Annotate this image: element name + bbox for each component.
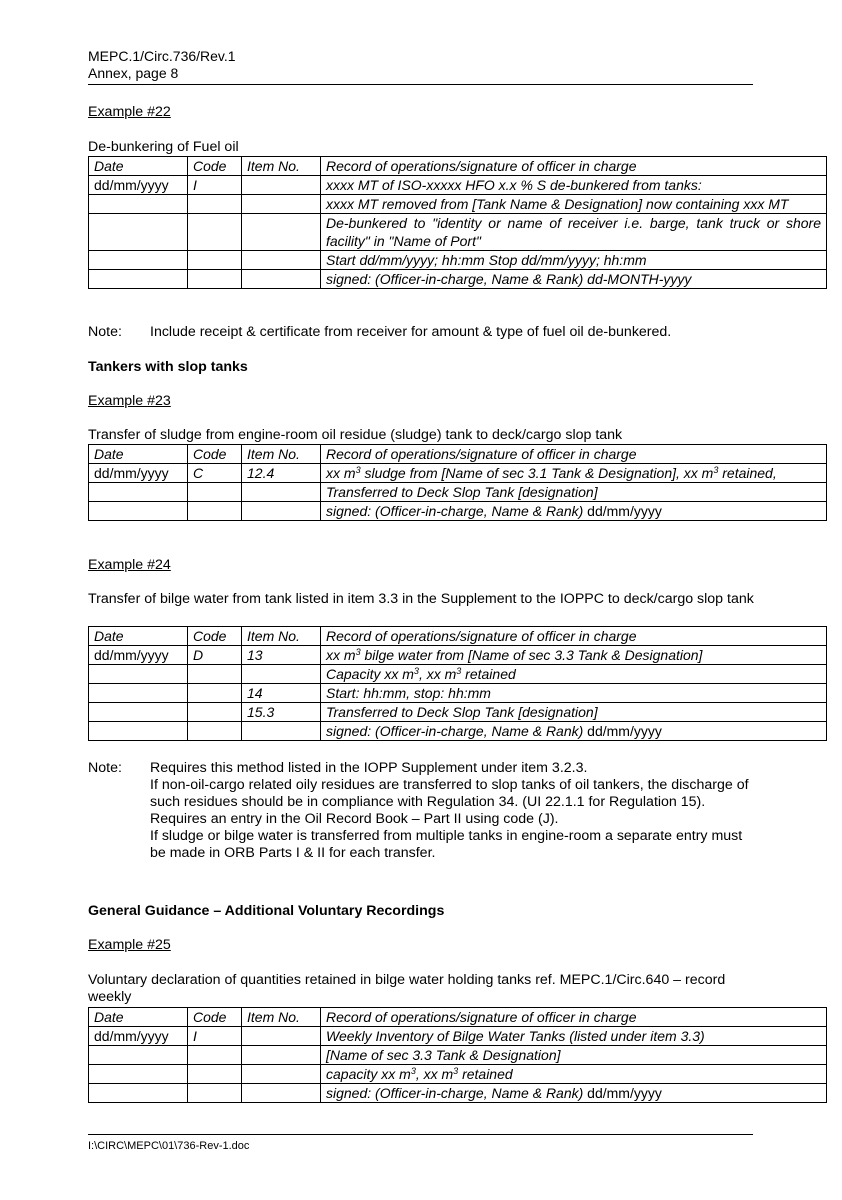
cell-record [321, 464, 827, 483]
cell-code: D [188, 646, 242, 665]
cell-record: Transferred to Deck Slop Tank [designation] [321, 703, 827, 722]
cell-code [188, 270, 242, 289]
empty-cell [242, 1046, 321, 1065]
table-row [89, 722, 827, 741]
empty-cell [89, 703, 188, 722]
text-part: signed: (Officer-in-charge, Name & Rank) [326, 723, 584, 739]
text-part: Capacity xx m [326, 666, 414, 682]
text-part: xx m [326, 647, 356, 663]
table-header-row [89, 627, 827, 646]
cell-record [321, 1084, 827, 1103]
text-part: sludge from [Name of sec 3.1 Tank & Designation], [360, 465, 684, 481]
table-row [89, 270, 827, 289]
empty-cell [89, 684, 188, 703]
table-row [89, 1065, 827, 1084]
header-record: Record of operations/signature of officer in charge [321, 157, 827, 176]
cell-item: 15.3 [242, 703, 321, 722]
cell-record: Transferred to Deck Slop Tank [designation] [321, 483, 827, 502]
empty-cell [188, 665, 242, 684]
text-part: capacity xx m [326, 1066, 411, 1082]
text-part: xx m [326, 465, 356, 481]
example-24-table [88, 626, 827, 741]
empty-cell [188, 502, 242, 521]
cell-record [321, 646, 827, 665]
cell-item [242, 1027, 321, 1046]
note-line: If sludge or bilge water is transferred from multiple tanks in engine-room a separate entry must be made in ORB Parts I & II for each transfer. [150, 828, 743, 861]
cell-record: De-bunkered to "identity or name of receiver i.e. barge, tank truck or shore facility" in "Name of Port" [321, 214, 827, 251]
table-header-row [89, 1008, 827, 1027]
cell-record: xxxx MT of ISO-xxxxx HFO x.x % S de-bunkered from tanks: [321, 176, 827, 195]
empty-cell [188, 722, 242, 741]
note-24-label: Note: [88, 760, 122, 776]
empty-cell [89, 665, 188, 684]
text-part: dd/mm/yyyy [583, 723, 662, 739]
header-rule [88, 84, 753, 85]
table-row [89, 684, 827, 703]
text-part: retained, [718, 465, 777, 481]
cell-record [321, 502, 827, 521]
text-part: signed: (Officer-in-charge, Name & Rank) [326, 1085, 584, 1101]
header-item: Item No. [242, 1008, 321, 1027]
document-reference: MEPC.1/Circ.736/Rev.1 [88, 48, 236, 64]
cell-code: I [188, 176, 242, 195]
example-22-label: Example #22 [88, 104, 171, 120]
example-23-label: Example #23 [88, 393, 171, 409]
cell-item [242, 195, 321, 214]
cell-record: Start: hh:mm, stop: hh:mm [321, 684, 827, 703]
example-23-table [88, 444, 827, 521]
empty-cell [242, 502, 321, 521]
header-code: Code [188, 445, 242, 464]
cell-record: [Name of sec 3.3 Tank & Designation] [321, 1046, 827, 1065]
example-22-table [88, 156, 827, 289]
table-row [89, 483, 827, 502]
cell-code: C [188, 464, 242, 483]
cell-record: Start dd/mm/yyyy; hh:mm Stop dd/mm/yyyy; hh:mm [321, 251, 827, 270]
cell-item: 14 [242, 684, 321, 703]
cell-code: I [188, 1027, 242, 1046]
cell-item [242, 176, 321, 195]
header-record: Record of operations/signature of officer in charge [321, 445, 827, 464]
superscript: 3 [355, 647, 361, 657]
table-header-row [89, 445, 827, 464]
header-date: Date [89, 157, 188, 176]
cell-date: dd/mm/yyyy [89, 464, 188, 483]
header-record: Record of operations/signature of officer in charge [321, 1008, 827, 1027]
table-row [89, 1084, 827, 1103]
example-24-caption: Transfer of bilge water from tank listed in item 3.3 in the Supplement to the IOPPC to deck/cargo slop tank [88, 591, 754, 607]
tankers-heading: Tankers with slop tanks [88, 359, 248, 375]
superscript: 3 [453, 1066, 459, 1076]
example-24-label: Example #24 [88, 557, 171, 573]
table-row [89, 176, 827, 195]
text-part: bilge water from [Name of sec 3.3 Tank & Designation] [360, 647, 703, 663]
table-row [89, 251, 827, 270]
empty-cell [242, 1084, 321, 1103]
cell-record: Weekly Inventory of Bilge Water Tanks (listed under item 3.3) [321, 1027, 827, 1046]
table-row [89, 665, 827, 684]
empty-cell [188, 684, 242, 703]
empty-cell [89, 483, 188, 502]
empty-cell [188, 1046, 242, 1065]
cell-item: 12.4 [242, 464, 321, 483]
footer-path: I:\CIRC\MEPC\01\736-Rev-1.doc [88, 1140, 250, 1152]
cell-item [242, 270, 321, 289]
table-row [89, 195, 827, 214]
cell-date: dd/mm/yyyy [89, 646, 188, 665]
cell-date: dd/mm/yyyy [89, 1027, 188, 1046]
table-row [89, 464, 827, 483]
table-row [89, 703, 827, 722]
note-22-label: Note: [88, 324, 122, 340]
text-part: retained [461, 666, 516, 682]
example-23-caption: Transfer of sludge from engine-room oil residue (sludge) tank to deck/cargo slop tank [88, 427, 623, 443]
note-line: Requires an entry in the Oil Record Book – Part II using code (J). [150, 811, 559, 827]
table-header-row [89, 157, 827, 176]
example-25-table [88, 1007, 827, 1103]
cell-date [89, 270, 188, 289]
table-row [89, 502, 827, 521]
superscript: 3 [355, 465, 361, 475]
note-24-body [150, 760, 755, 862]
text-part: , xx m [418, 666, 457, 682]
cell-record [321, 1065, 827, 1084]
header-date: Date [89, 445, 188, 464]
document-header [88, 48, 236, 82]
note-line: If non-oil-cargo related oily residues are transferred to slop tanks of oil tankers, the discharge of such residues should be in compliance with Regulation 34. (UI 22.1.1 for Regulation 15). [150, 777, 749, 810]
example-25-label: Example #25 [88, 937, 171, 953]
header-date: Date [89, 627, 188, 646]
text-part: , xx m [415, 1066, 454, 1082]
empty-cell [188, 703, 242, 722]
cell-item [242, 214, 321, 251]
empty-cell [188, 483, 242, 502]
empty-cell [89, 1065, 188, 1084]
superscript: 3 [413, 666, 419, 676]
superscript: 3 [410, 1066, 416, 1076]
example-22-caption: De-bunkering of Fuel oil [88, 139, 239, 155]
cell-code [188, 251, 242, 270]
table-row [89, 1046, 827, 1065]
empty-cell [242, 722, 321, 741]
cell-item: 13 [242, 646, 321, 665]
cell-record: signed: (Officer-in-charge, Name & Rank) dd-MONTH-yyyy [321, 270, 827, 289]
page-reference: Annex, page 8 [88, 65, 179, 81]
empty-cell [89, 722, 188, 741]
guidance-heading: General Guidance – Additional Voluntary Recordings [88, 903, 445, 919]
empty-cell [188, 1084, 242, 1103]
cell-code [188, 214, 242, 251]
table-row [89, 1027, 827, 1046]
cell-record [321, 665, 827, 684]
empty-cell [89, 1046, 188, 1065]
text-part: dd/mm/yyyy [583, 503, 662, 519]
cell-date [89, 214, 188, 251]
example-25-caption: Voluntary declaration of quantities retained in bilge water holding tanks ref. MEPC.1/Circ.640 – record weekly [88, 972, 726, 1005]
table-row [89, 646, 827, 665]
cell-date: dd/mm/yyyy [89, 176, 188, 195]
header-date: Date [89, 1008, 188, 1027]
cell-record: xxxx MT removed from [Tank Name & Designation] now containing xxx MT [321, 195, 827, 214]
header-item: Item No. [242, 157, 321, 176]
cell-record [321, 722, 827, 741]
superscript: 3 [713, 465, 719, 475]
cell-code [188, 195, 242, 214]
superscript: 3 [456, 666, 462, 676]
footer-rule [88, 1134, 753, 1135]
empty-cell [89, 502, 188, 521]
note-22-text: Include receipt & certificate from receiver for amount & type of fuel oil de-bunkered. [150, 324, 672, 340]
header-code: Code [188, 1008, 242, 1027]
text-part: xx m [683, 465, 714, 481]
empty-cell [242, 665, 321, 684]
text-part: signed: (Officer-in-charge, Name & Rank) [326, 503, 584, 519]
empty-cell [242, 1065, 321, 1084]
header-record: Record of operations/signature of officer in charge [321, 627, 827, 646]
empty-cell [188, 1065, 242, 1084]
header-item: Item No. [242, 627, 321, 646]
table-row [89, 214, 827, 251]
note-line: Requires this method listed in the IOPP Supplement under item 3.2.3. [150, 760, 588, 776]
header-code: Code [188, 157, 242, 176]
empty-cell [89, 1084, 188, 1103]
cell-item [242, 251, 321, 270]
header-code: Code [188, 627, 242, 646]
header-item: Item No. [242, 445, 321, 464]
empty-cell [242, 483, 321, 502]
cell-date [89, 251, 188, 270]
cell-date [89, 195, 188, 214]
text-part: dd/mm/yyyy [583, 1085, 662, 1101]
text-part: retained [458, 1066, 513, 1082]
